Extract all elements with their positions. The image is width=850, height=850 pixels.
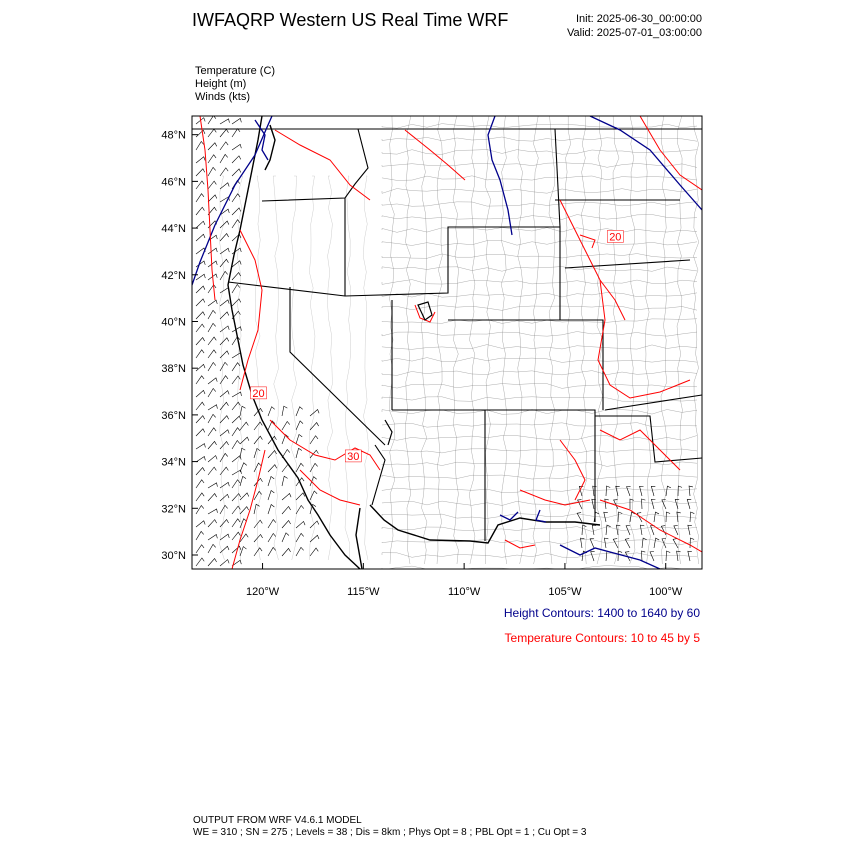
county-line	[363, 176, 369, 560]
wind-barb	[654, 538, 659, 548]
county-line	[565, 116, 570, 564]
county-line	[501, 116, 507, 564]
county-line	[469, 116, 475, 564]
wind-barb	[310, 535, 319, 542]
wind-barb	[196, 493, 204, 501]
height-contour-legend: Height Contours: 1400 to 1640 by 60	[503, 606, 700, 620]
county-line	[382, 371, 697, 376]
wind-barb	[220, 362, 228, 371]
wind-barb	[220, 520, 229, 527]
wind-barb	[220, 312, 229, 319]
wind-barb	[310, 548, 318, 556]
weather-map	[140, 110, 715, 605]
wind-barb	[662, 500, 666, 509]
wind-barb	[196, 169, 205, 176]
wind-barb	[208, 195, 217, 202]
county-line	[382, 332, 697, 337]
county-line	[382, 553, 697, 558]
wind-barb	[220, 129, 228, 137]
wind-barb	[582, 525, 586, 535]
wind-barb	[220, 248, 229, 254]
lat-tick-label: 42°N	[161, 269, 186, 282]
wind-barb	[196, 480, 204, 488]
wind-barb	[268, 476, 274, 486]
wind-barb	[208, 534, 217, 540]
field-label-winds: Winds (kts)	[195, 91, 250, 103]
wind-barb	[196, 181, 204, 189]
wind-barb	[282, 435, 289, 444]
wind-barb	[196, 324, 204, 332]
wind-barb	[196, 130, 205, 137]
wind-barb	[196, 376, 204, 384]
wind-barb	[208, 456, 217, 462]
wind-barb	[232, 428, 240, 436]
county-line	[661, 116, 667, 564]
wind-barb	[240, 507, 249, 514]
county-line	[382, 228, 697, 233]
wind-barb	[282, 506, 291, 514]
latitude-axis	[161, 130, 198, 562]
county-line	[485, 116, 491, 564]
wind-barb	[220, 338, 229, 345]
wind-barb	[616, 486, 620, 496]
wind-barb	[196, 531, 204, 540]
coastline	[228, 116, 600, 569]
height-contours	[192, 116, 702, 569]
wind-barb	[268, 520, 276, 528]
wind-barb	[282, 421, 290, 430]
lat-tick-label: 36°N	[161, 409, 186, 422]
wind-barb	[196, 350, 204, 358]
wind-barb	[310, 423, 319, 430]
wind-barb	[232, 273, 241, 280]
wind-barb	[282, 406, 287, 416]
wind-barb	[661, 526, 666, 535]
wind-barb	[232, 299, 241, 306]
wind-barb	[650, 552, 654, 561]
wind-barb	[232, 456, 241, 462]
wind-barb	[220, 221, 229, 228]
wind-barb	[220, 534, 229, 540]
wind-barb	[651, 499, 655, 509]
county-line	[382, 423, 697, 428]
wind-barb	[208, 129, 216, 137]
county-line	[382, 215, 697, 220]
wind-barb	[196, 312, 205, 319]
wind-barb	[268, 465, 277, 472]
wind-barb	[618, 551, 622, 561]
wind-barb	[220, 376, 228, 384]
wind-barb	[591, 552, 595, 561]
wind-barb	[220, 326, 229, 332]
wind-barb	[687, 499, 691, 509]
wind-barb	[630, 512, 635, 522]
wind-barb	[677, 512, 681, 522]
wind-barb	[640, 525, 644, 535]
model-config: WE = 310 ; SN = 275 ; Levels = 38 ; Dis = 8km ; Phys Opt = 8 ; PBL Opt = 1 ; Cu Opt = 3	[193, 827, 587, 838]
lon-tick-label: 105°W	[548, 586, 582, 598]
plot-title: IWFAQRP Western US Real Time WRF	[192, 10, 509, 30]
model-info: OUTPUT FROM WRF V4.6.1 MODEL	[193, 815, 362, 826]
wind-barb	[640, 486, 644, 496]
wind-barb	[208, 467, 216, 475]
wind-barb	[613, 539, 618, 548]
wind-barb	[282, 548, 291, 556]
county-line	[382, 176, 697, 181]
wind-barb	[232, 194, 240, 202]
lon-tick-label: 120°W	[245, 586, 280, 598]
county-line	[421, 116, 427, 564]
wind-barb	[208, 520, 217, 527]
wind-barb	[232, 470, 241, 475]
wind-barb	[196, 429, 205, 436]
county-line	[382, 358, 697, 363]
wind-barb	[196, 299, 205, 306]
wind-barb	[220, 234, 229, 241]
wind-barb	[232, 376, 240, 384]
county-line	[382, 501, 697, 506]
wind-barb	[296, 407, 303, 416]
wind-barb	[208, 310, 216, 319]
contour-label: 30	[347, 450, 360, 463]
map-frame	[192, 116, 702, 569]
wind-barb	[268, 421, 275, 430]
wind-barb	[673, 539, 678, 548]
wind-barb	[254, 504, 260, 514]
county-line	[382, 345, 697, 350]
wind-barb	[651, 526, 655, 535]
wind-barb	[208, 388, 216, 397]
wind-barb	[641, 551, 645, 561]
county-line	[453, 116, 459, 564]
wind-barb	[208, 285, 216, 293]
wind-barb	[196, 221, 205, 228]
lat-tick-label: 40°N	[161, 316, 186, 329]
wind-barb	[254, 448, 260, 458]
wind-barb	[240, 448, 245, 458]
wind-barb	[296, 493, 305, 500]
wind-barb	[196, 468, 205, 475]
wind-barb	[268, 505, 274, 514]
wind-barb	[220, 142, 228, 150]
wind-barb	[220, 467, 228, 475]
county-line	[382, 163, 697, 168]
wind-barb	[282, 520, 291, 528]
wind-barb	[208, 378, 217, 384]
county-line	[382, 384, 697, 389]
wind-barb	[296, 421, 303, 430]
county-line	[382, 397, 697, 402]
lat-tick-label: 32°N	[161, 503, 186, 516]
county-line	[629, 116, 635, 564]
wind-barb	[618, 512, 622, 522]
wind-barb	[232, 440, 240, 449]
wind-barb	[678, 486, 682, 496]
wind-barb	[606, 486, 610, 496]
wind-barb	[208, 337, 216, 345]
wind-barb	[675, 499, 679, 509]
wind-barb	[196, 506, 204, 514]
wind-barb	[208, 155, 216, 163]
wind-barb	[208, 300, 217, 306]
wind-barb	[220, 402, 228, 410]
wind-barb	[642, 538, 647, 548]
wind-barb	[232, 392, 241, 397]
wind-barbs	[196, 116, 694, 566]
wind-barb	[232, 353, 241, 358]
contour-label: 20	[609, 231, 622, 244]
wind-barb	[208, 167, 216, 176]
wind-barb	[220, 259, 228, 267]
wind-barb	[208, 323, 216, 332]
wind-barb	[232, 118, 241, 124]
wind-barb	[232, 220, 240, 228]
wind-barb	[232, 416, 241, 423]
wind-barb	[254, 548, 262, 556]
lat-tick-label: 48°N	[161, 129, 186, 142]
wind-barb	[282, 533, 289, 542]
wind-barb	[296, 521, 305, 528]
wind-barb	[232, 156, 241, 163]
wind-barb	[220, 430, 229, 436]
wind-barb	[232, 284, 240, 293]
wind-barb	[208, 405, 217, 410]
wind-barb	[220, 119, 229, 124]
wind-barb	[254, 534, 263, 542]
lon-tick-label: 115°W	[347, 586, 380, 598]
county-line	[255, 176, 261, 560]
wind-barb	[666, 486, 671, 496]
county-line	[645, 116, 650, 564]
county-line	[382, 241, 697, 246]
wind-barb	[196, 338, 205, 345]
wind-barb	[578, 500, 582, 509]
field-label-height: Height (m)	[195, 78, 247, 90]
wind-barb	[196, 234, 205, 241]
wind-barb	[220, 416, 229, 423]
wind-barb	[592, 525, 596, 535]
wind-barb	[196, 545, 204, 553]
wind-barb	[625, 539, 630, 548]
wind-barb	[196, 558, 204, 566]
wind-barb	[196, 141, 204, 150]
lon-tick-label: 100°W	[649, 586, 683, 598]
wind-barb	[296, 463, 304, 472]
wind-barb	[220, 441, 229, 449]
wind-barb	[220, 453, 228, 462]
county-line	[327, 176, 332, 560]
wind-barb	[674, 526, 678, 535]
contour-label: 20	[252, 387, 265, 400]
wind-barb	[220, 300, 229, 306]
wind-barb	[268, 547, 276, 556]
wind-barb	[630, 499, 634, 509]
wind-barb	[240, 547, 246, 556]
state-boundaries	[192, 129, 702, 541]
wind-barb	[208, 181, 216, 189]
county-line	[382, 202, 697, 207]
wind-barb	[606, 525, 611, 535]
county-line	[382, 189, 697, 194]
wind-barb	[220, 391, 229, 397]
lat-tick-label: 30°N	[161, 549, 186, 562]
temperature-contour-legend: Temperature Contours: 10 to 45 by 5	[504, 631, 700, 645]
county-line	[613, 116, 619, 564]
wind-barb	[232, 519, 240, 527]
wind-barb	[282, 476, 288, 486]
wind-barb	[196, 157, 205, 163]
wind-barb	[689, 486, 693, 496]
wind-barb	[208, 116, 216, 124]
county-line	[382, 527, 697, 532]
valid-time: Valid: 2025-07-01_03:00:00	[567, 27, 702, 39]
wind-barb	[232, 234, 241, 241]
wind-barb	[208, 558, 217, 566]
wind-barb	[196, 390, 205, 397]
wind-barb	[232, 506, 240, 514]
wind-barb	[666, 512, 670, 522]
wind-barb	[296, 505, 304, 514]
wind-barb	[296, 547, 304, 556]
county-line	[382, 137, 697, 141]
county-line	[549, 116, 555, 564]
county-line	[382, 475, 697, 479]
lat-tick-label: 46°N	[161, 176, 186, 189]
county-line	[382, 254, 697, 259]
county-line	[382, 488, 697, 492]
wind-barb	[220, 505, 228, 514]
wind-barb	[240, 406, 245, 416]
wind-barb	[268, 491, 274, 500]
temperature-contours	[200, 116, 702, 569]
lat-tick-label: 44°N	[161, 223, 186, 236]
wind-barb	[196, 416, 205, 423]
county-line	[382, 280, 697, 285]
wind-barb	[254, 520, 262, 528]
wind-barb	[196, 521, 205, 527]
wind-barb	[296, 434, 302, 444]
wind-barb	[627, 487, 631, 496]
wind-barb	[208, 414, 216, 423]
wind-barb	[268, 407, 275, 416]
county-boundaries	[219, 116, 699, 570]
wind-barb	[254, 491, 262, 500]
init-time: Init: 2025-06-30_00:00:00	[576, 13, 702, 25]
wind-barb	[310, 410, 319, 416]
wind-barb	[666, 551, 670, 561]
wind-barb	[254, 436, 262, 444]
wind-barb	[654, 512, 659, 522]
wind-barb	[196, 444, 205, 449]
wind-barb	[232, 248, 241, 254]
field-label-temperature: Temperature (C)	[195, 65, 276, 77]
wind-barb	[220, 168, 228, 176]
wind-barb	[208, 544, 216, 553]
wind-barb	[651, 486, 655, 496]
wind-barb	[220, 154, 228, 163]
longitude-axis	[246, 563, 683, 598]
wind-barb	[240, 493, 249, 500]
county-line	[382, 514, 697, 519]
wind-barb	[208, 441, 217, 449]
county-line	[581, 116, 587, 564]
wind-barb	[310, 436, 318, 444]
wind-barb	[232, 363, 240, 371]
county-line	[437, 116, 442, 564]
wind-barb	[232, 494, 241, 501]
wind-barb	[196, 207, 204, 215]
county-line	[382, 124, 697, 129]
wind-barb	[605, 499, 609, 509]
wind-barb	[208, 483, 217, 488]
county-line	[273, 176, 279, 560]
wind-barb	[240, 476, 246, 486]
wind-barb	[662, 539, 666, 548]
wind-barb	[196, 402, 204, 410]
wind-barb	[232, 208, 241, 215]
county-line	[693, 116, 699, 564]
county-line	[405, 116, 411, 564]
wind-barb	[208, 428, 216, 436]
wind-barb	[208, 248, 217, 254]
county-line	[291, 176, 297, 560]
wind-barb	[296, 448, 302, 458]
wind-barb	[642, 499, 646, 509]
wind-barb	[208, 494, 217, 501]
wind-barb	[296, 533, 304, 542]
lat-tick-label: 34°N	[161, 456, 186, 469]
county-line	[518, 116, 523, 564]
wind-barb	[282, 493, 291, 500]
county-line	[382, 462, 697, 467]
wind-barb	[232, 532, 240, 540]
wind-barb	[208, 350, 216, 358]
wind-barb	[208, 362, 216, 371]
county-line	[382, 267, 697, 272]
wind-barb	[220, 560, 229, 566]
wind-barb	[232, 144, 241, 150]
wind-barb	[208, 143, 217, 150]
wind-barb	[232, 169, 241, 176]
wind-barb	[232, 129, 240, 137]
wind-barb	[604, 512, 608, 522]
wind-barb	[310, 463, 318, 472]
wind-barb	[208, 261, 217, 267]
lat-tick-label: 38°N	[161, 363, 186, 376]
wind-barb	[196, 286, 205, 293]
wind-barb	[220, 494, 229, 501]
wind-barb	[688, 525, 692, 535]
wind-barb	[254, 422, 262, 430]
lon-tick-label: 110°W	[447, 586, 481, 598]
wind-barb	[208, 509, 217, 514]
wind-barb	[196, 194, 204, 202]
wind-barb	[690, 512, 694, 522]
